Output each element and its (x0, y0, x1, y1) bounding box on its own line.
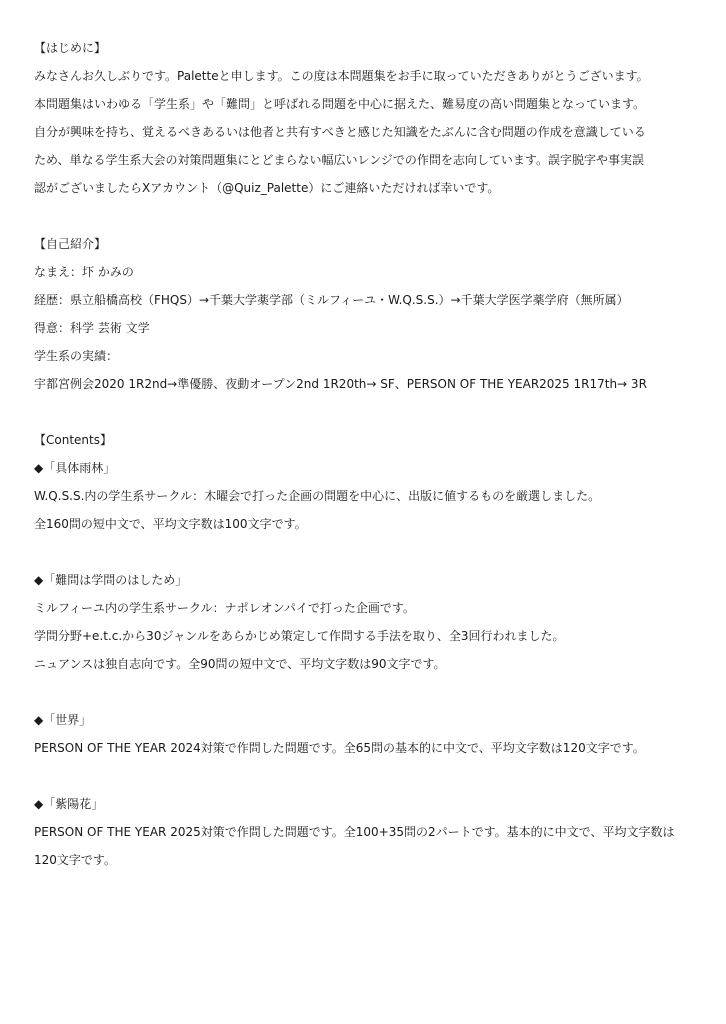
profile-results-label: 学生系の実績： (34, 349, 119, 363)
section-spacer (34, 202, 698, 230)
contents-item-title: ◆「紫陽花」 (34, 797, 104, 811)
intro-heading: 【はじめに】 (34, 41, 107, 55)
profile-name: なまえ：圷 かみの (34, 265, 134, 279)
profile-specialty: 得意：科学 芸術 文学 (34, 321, 150, 335)
contents-item-line: 全160問の短中文で、平均文字数は100文字です。 (34, 517, 307, 531)
item-spacer (34, 538, 698, 566)
contents-item (34, 566, 698, 678)
item-spacer (34, 762, 698, 790)
contents-item (34, 706, 698, 762)
contents-item-line: W.Q.S.S.内の学生系サークル：木曜会で打った企画の問題を中心に、出版に値するものを厳選しました。 (34, 489, 601, 503)
contents-item-title: ◆「難問は学問のはしため」 (34, 573, 188, 587)
contents-item (34, 454, 698, 538)
contents-item (34, 790, 698, 874)
profile-career: 経歴：県立船橋高校（FHQS）→千葉大学薬学部（ミルフィーユ・W.Q.S.S.）→千葉大学医学薬学府（無所属） (34, 293, 629, 307)
contents-item-line: ミルフィーユ内の学生系サークル：ナポレオンパイで打った企画です。 (34, 601, 415, 615)
profile-heading: 【自己紹介】 (34, 237, 107, 251)
section-spacer (34, 398, 698, 426)
intro-line: 本問題集はいわゆる「学生系」や「難問」と呼ばれる問題を中心に据えた、難易度の高い問題集となっています。 (34, 97, 646, 111)
profile-section (34, 230, 698, 398)
contents-heading: 【Contents】 (34, 433, 112, 447)
contents-item-line: PERSON OF THE YEAR 2025対策で作問した問題です。全100+35問の2パートです。基本的に中文で、平均文字数は (34, 825, 675, 839)
intro-line: みなさんお久しぶりです。Paletteと申します。この度は本問題集をお手に取っていただきありがとうございます。 (34, 69, 649, 83)
intro-section (34, 34, 698, 202)
intro-line: 認がございましたらXアカウント（@Quiz_Palette）にご連絡いただければ幸いです。 (34, 181, 500, 195)
intro-line: 自分が興味を持ち、覚えるべきあるいは他者と共有すべきと感じた知識をたぶんに含む問題の作成を意識している (34, 125, 646, 139)
contents-item-title: ◆「世界」 (34, 713, 92, 727)
profile-results: 宇都宮例会2020 1R2nd→準優勝、夜動オープン2nd 1R20th→ SF、PERSON OF THE YEAR2025 1R17th→ 3R (34, 377, 647, 391)
item-spacer (34, 678, 698, 706)
contents-item-line: ニュアンスは独自志向です。全90問の短中文で、平均文字数は90文字です。 (34, 657, 446, 671)
contents-item-line: 学問分野+e.t.c.から30ジャンルをあらかじめ策定して作問する手法を取り、全3回行われました。 (34, 629, 565, 643)
contents-section (34, 426, 698, 874)
intro-line: ため、単なる学生系大会の対策問題集にとどまらない幅広いレンジでの作問を志向しています。誤字脱字や事実誤 (34, 153, 644, 167)
contents-item-title: ◆「具体雨林」 (34, 461, 116, 475)
contents-item-line: 120文字です。 (34, 853, 116, 867)
document-page (34, 34, 698, 874)
contents-item-line: PERSON OF THE YEAR 2024対策で作問した問題です。全65問の基本的に中文で、平均文字数は120文字です。 (34, 741, 645, 755)
